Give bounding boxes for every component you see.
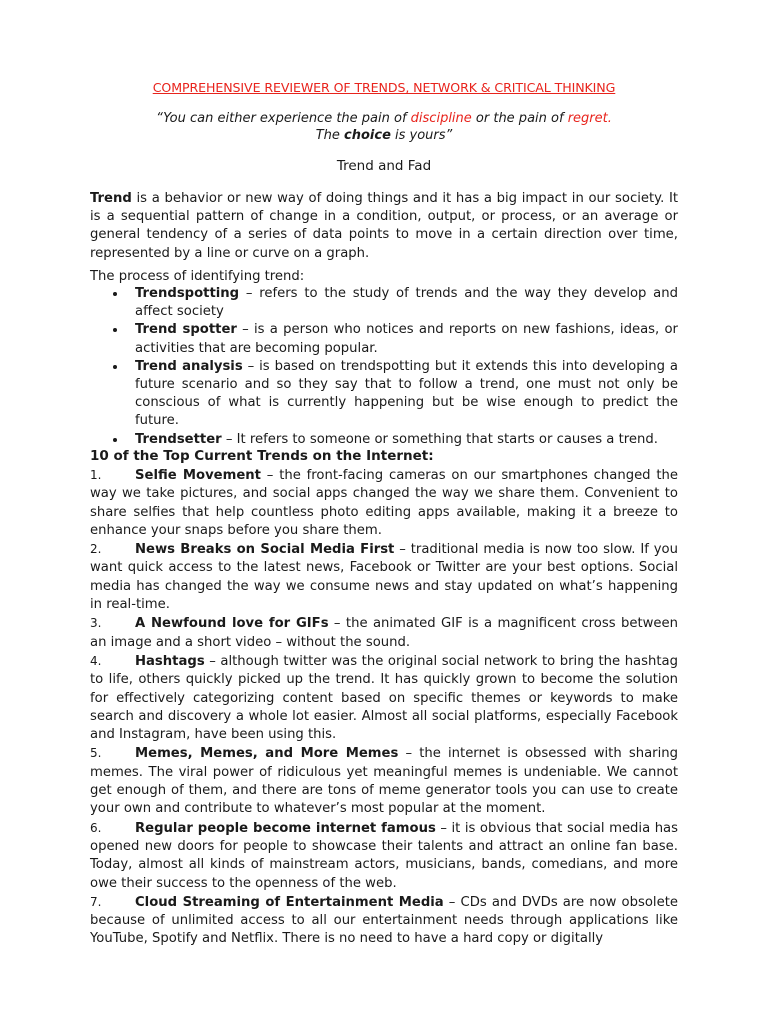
bullet-dot-icon [113, 438, 117, 442]
trend-definition-paragraph: Trend is a behavior or new way of doing things and it has a big impact in our society. It is a sequential pattern of change in a condition, output, or process, or an average or general tendency of a series of data points to move in a certain direction over time, represented by a line or curve on a graph. [90, 191, 678, 261]
quote-word-discipline: discipline [410, 111, 472, 126]
list-item: 4. Hashtags – although twitter was the original social network to bring the hashtag to life, others quickly picked up the trend. It has quickly grown to become the solution for effectively categorizing content based on specific themes or keywords to make search and discovery a whole lot easier. Almost all social platforms, especially Facebook and Instagram, have been using this. [90, 653, 678, 743]
bullet-dot-icon [113, 365, 117, 369]
list-item: 6. Regular people become internet famous – it is obvious that social media has opened new doors for people to showcase their talents and attract an online fan base. Today, almost all kinds of mainstream actors, musicians, bands, comedians, and more owe their success to the openness of the web. [90, 820, 679, 891]
list-item: Trend spotter – is a person who notices and reports on new fashions, ideas, or activities that are becoming popular. [90, 321, 678, 357]
quote-line-1: “You can either experience the pain of discipline or the pain of regret. [156, 111, 612, 126]
motivational-quote [90, 110, 678, 144]
document-title: COMPREHENSIVE REVIEWER OF TRENDS, NETWORK & CRITICAL THINKING [152, 80, 616, 95]
quote-line-2: The choice is yours” [315, 128, 453, 143]
quote-word-choice: choice [344, 128, 391, 143]
bullet-dot-icon [113, 292, 117, 296]
list-item: 5. Memes, Memes, and More Memes – the internet is obsessed with sharing memes. The viral power of ridiculous yet meaningful memes is undeniable. We cannot get enough of them, and there are tons of meme generator tools you can use to create your own and contribute to whatever’s most popular at the moment. [90, 746, 678, 817]
list-item: Trendspotting – refers to the study of trends and the way they develop and affect society [90, 285, 678, 321]
term-trend: Trend [90, 191, 132, 206]
list-item: Trendsetter – It refers to someone or something that starts or causes a trend. [90, 431, 678, 449]
bullet-dot-icon [113, 328, 117, 332]
list-item: 2. News Breaks on Social Media First – traditional media is now too slow. If you want quick access to the latest news, Facebook or Twitter are your best options. Social media has changed the way we consume news and stay updated on what’s happening in real-time. [90, 542, 678, 613]
top-trends-heading: 10 of the Top Current Trends on the Internet: [90, 448, 434, 464]
process-bullet-list [90, 285, 678, 449]
list-item: 7. Cloud Streaming of Entertainment Media – CDs and DVDs are now obsolete because of unlimited access to all our entertainment needs through applications like YouTube, Spotify and Netflix. There is no need to have a hard copy or digitally [90, 894, 678, 947]
section-heading-trend-and-fad: Trend and Fad [336, 158, 432, 174]
list-item: 1. Selfie Movement – the front-facing cameras on our smartphones changed the way we take pictures, and social apps changed the way we share them. Convenient to share selfies that help countless photo editing apps available, making it a breeze to enhance your snaps before you share them. [90, 468, 679, 538]
process-intro: The process of identifying trend: [90, 269, 305, 284]
list-item: Trend analysis – is based on trendspotting but it extends this into developing a future scenario and so they say that to follow a trend, one must not only be conscious of what is currently happening but be wise enough to predict the future. [90, 358, 678, 431]
top-trends-list [90, 466, 678, 949]
list-item: 3. A Newfound love for GIFs – the animated GIF is a magnificent cross between an image and a short video – without the sound. [90, 616, 678, 650]
quote-word-regret: regret. [567, 111, 612, 126]
